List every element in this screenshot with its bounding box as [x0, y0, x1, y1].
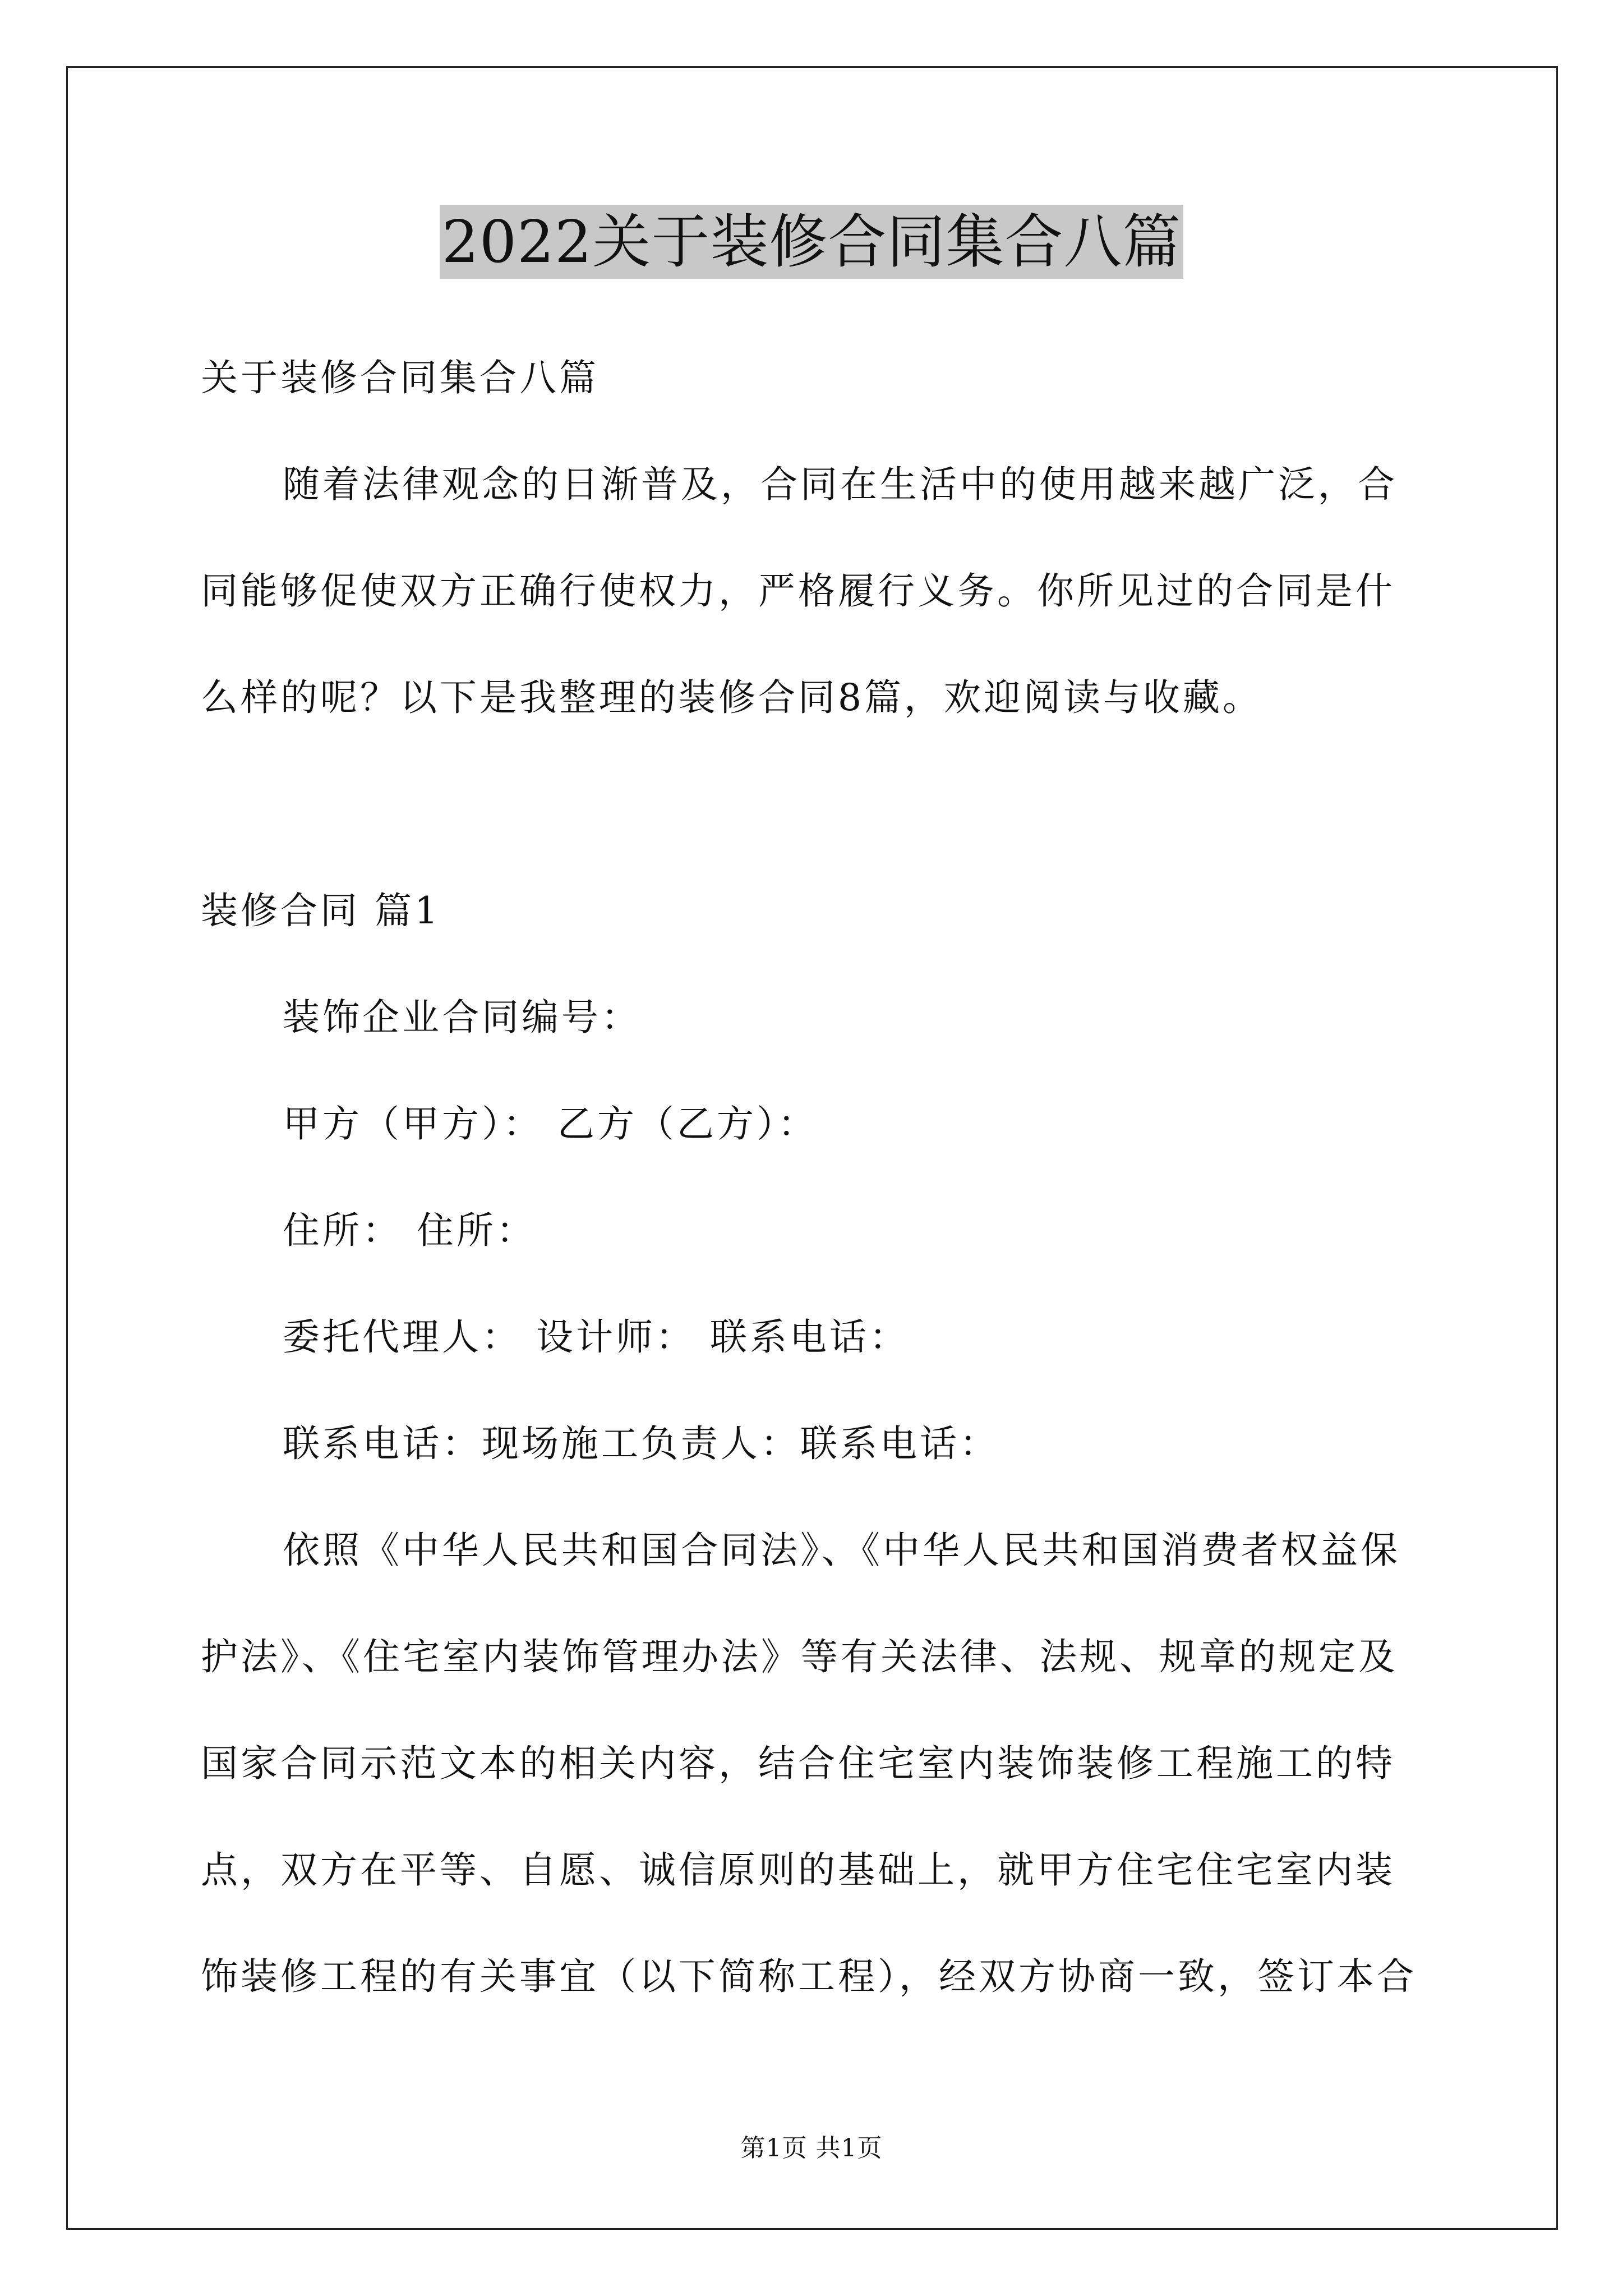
section-heading: 装修合同 篇1	[201, 889, 441, 932]
paragraph-line: 甲方（甲方）： 乙方（乙方）：	[283, 1102, 818, 1145]
paragraph-line: 点，双方在平等、自愿、诚信原则的基础上，就甲方住宅住宅室内装	[201, 1848, 1395, 1892]
paragraph-line: 饰装修工程的有关事宜（以下简称工程），经双方协商一致，签订本合	[201, 1955, 1417, 1998]
title-container	[0, 205, 1623, 279]
blank-line	[201, 771, 1429, 878]
paragraph-line: 住所： 住所：	[283, 1209, 536, 1252]
paragraph-line: 依照《中华人民共和国合同法》、《中华人民共和国消费者权益保	[283, 1529, 1400, 1572]
paragraph-line: 么样的呢？以下是我整理的装修合同8篇，欢迎阅读与收藏。	[201, 676, 1262, 719]
paragraph-line: 联系电话：现场施工负责人：联系电话：	[283, 1422, 999, 1465]
page-footer: 第1页 共1页	[740, 2134, 883, 2162]
paragraph-line: 委托代理人： 设计师： 联系电话：	[283, 1315, 909, 1359]
document-title: 2022关于装修合同集合八篇	[440, 205, 1184, 279]
subtitle: 关于装修合同集合八篇	[201, 356, 599, 399]
paragraph-line: 国家合同示范文本的相关内容，结合住宅室内装饰装修工程施工的特	[201, 1742, 1395, 1785]
paragraph-line: 护法》、《住宅室内装饰管理办法》等有关法律、法规、规章的规定及	[201, 1635, 1398, 1678]
paragraph-line: 随着法律观念的日渐普及，合同在生活中的使用越来越广泛，合	[283, 463, 1398, 506]
paragraph-line: 装饰企业合同编号：	[283, 996, 641, 1039]
paragraph-line: 同能够促使双方正确行使权力，严格履行义务。你所见过的合同是什	[201, 569, 1395, 613]
document-body	[201, 345, 1429, 2050]
